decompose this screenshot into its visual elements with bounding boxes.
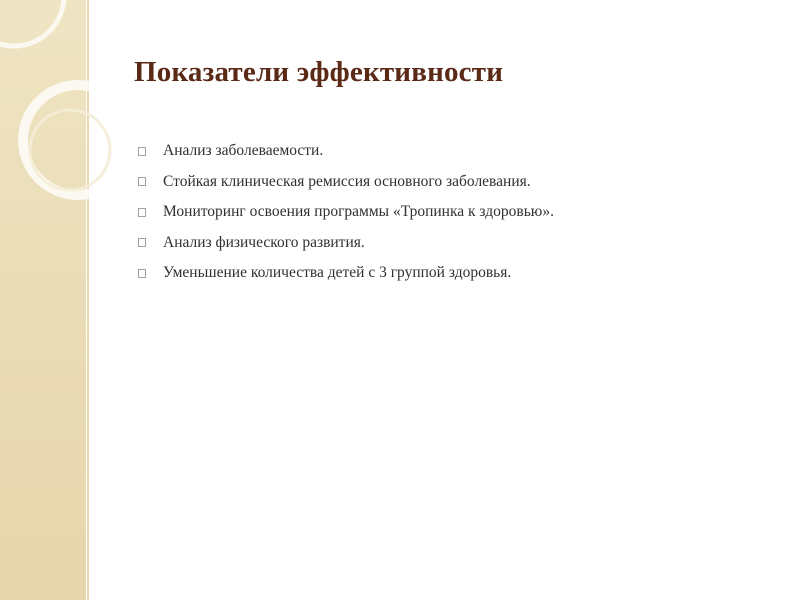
bullet-square-icon [138, 208, 146, 217]
bullet-item [138, 228, 554, 259]
bullet-list [138, 136, 554, 289]
side-divider [87, 0, 89, 600]
bullet-text: Стойкая клиническая ремиссия основного заболевания. [163, 172, 531, 190]
bullet-text: Анализ физического развития. [163, 233, 365, 251]
bullet-square-icon [138, 238, 146, 247]
bullet-square-icon [138, 269, 146, 278]
bullet-item [138, 197, 554, 228]
bullet-square-icon [138, 177, 146, 186]
slide-title: Показатели эффективности [134, 56, 504, 88]
bullet-text: Мониторинг освоения программы «Тропинка к здоровью». [163, 203, 554, 221]
bullet-item [138, 258, 554, 289]
bullet-text: Уменьшение количества детей с 3 группой здоровья. [163, 264, 512, 282]
bullet-text: Анализ заболеваемости. [163, 142, 324, 160]
bullet-item [138, 136, 554, 167]
side-decoration-band [0, 0, 86, 600]
bullet-item [138, 167, 554, 198]
bullet-square-icon [138, 147, 146, 156]
